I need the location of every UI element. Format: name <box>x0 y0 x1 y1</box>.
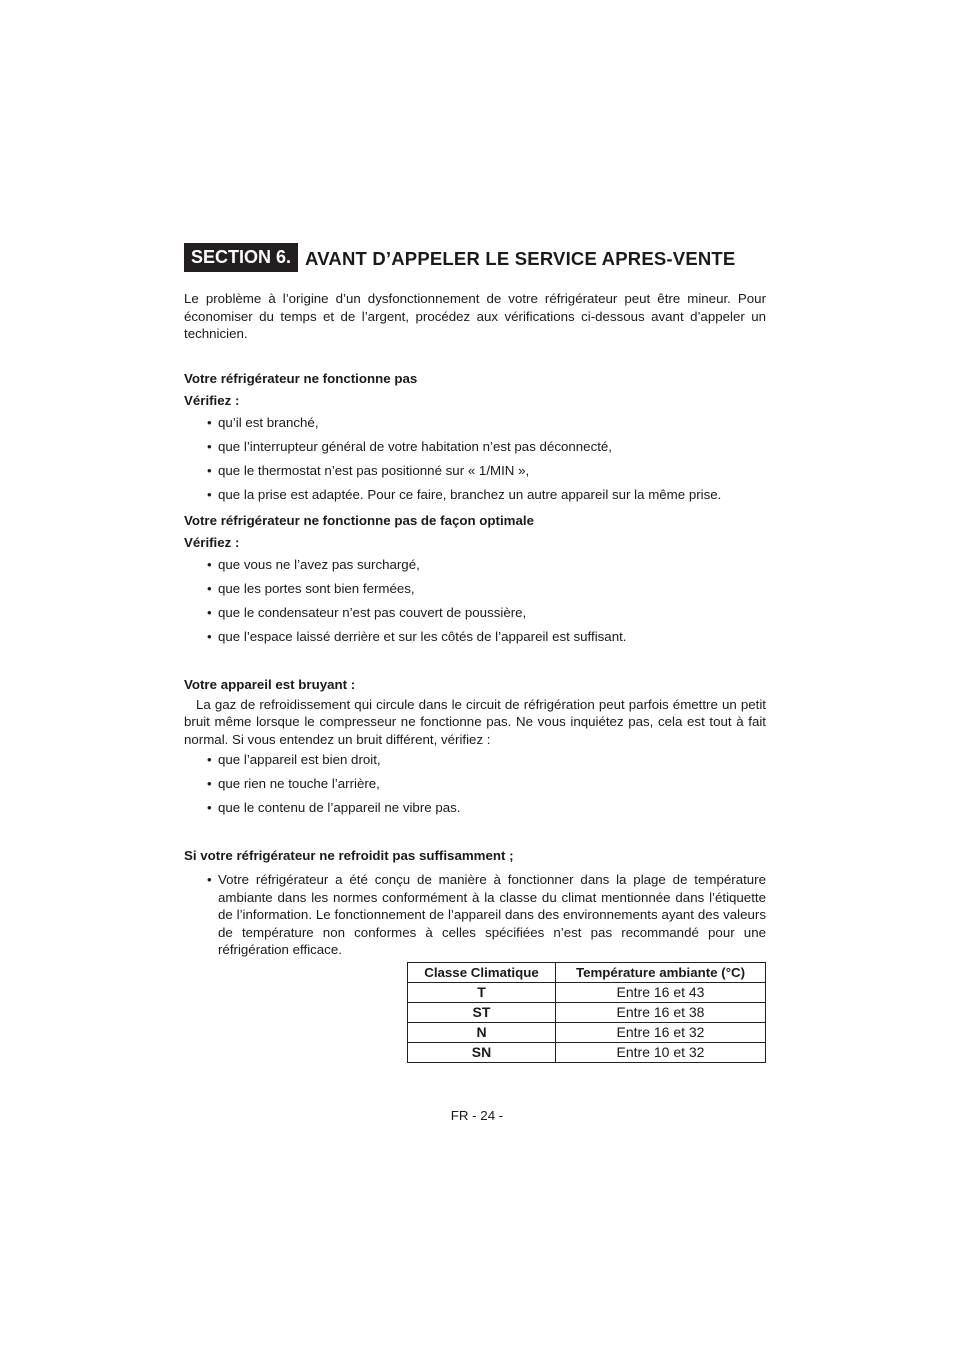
section-header <box>184 243 766 272</box>
table-cell-temp: Entre 16 et 38 <box>556 1003 766 1023</box>
block1-item: • qu’il est branché, <box>207 414 319 430</box>
block1-check: Vérifiez : <box>184 392 240 408</box>
table-header-row <box>408 963 766 983</box>
table-cell-class: ST <box>408 1003 556 1023</box>
section-title: AVANT D’APPELER LE SERVICE APRES-VENTE <box>305 247 736 269</box>
block3-item: • que le contenu de l’appareil ne vibre pas. <box>207 800 461 815</box>
block3-text: La gaz de refroidissement qui circule dans le circuit de réfrigération peut parfois émettre un petit bruit même lorsque le compresseur ne fonctionne pas. Ne vous inquiétez pas, cela est tout à fait normal. Si vous entendez un bruit différent, vérifiez : <box>184 696 766 747</box>
table-cell-temp: Entre 16 et 43 <box>556 983 766 1003</box>
climate-class-table <box>407 962 766 1063</box>
block3-item: • que rien ne touche l’arrière, <box>207 776 380 791</box>
block2-item: • que les portes sont bien fermées, <box>207 580 415 596</box>
table-header: Classe Climatique <box>408 963 556 983</box>
table-header: Température ambiante (°C) <box>556 963 766 983</box>
block2-item: • que l’espace laissé derrière et sur les côtés de l’appareil est suffisant. <box>207 628 627 644</box>
block1-item: • que le thermostat n’est pas positionné sur « 1/MIN », <box>207 462 530 478</box>
block4-heading: Si votre réfrigérateur ne refroidit pas suffisamment ; <box>184 848 514 863</box>
block2-check: Vérifiez : <box>184 534 240 550</box>
block1-item: • que la prise est adaptée. Pour ce faire, branchez un autre appareil sur la même prise. <box>207 486 722 502</box>
block1-heading: Votre réfrigérateur ne fonctionne pas <box>184 370 418 386</box>
table-row <box>408 1023 766 1043</box>
block3-heading: Votre appareil est bruyant : <box>184 676 356 692</box>
table-cell-temp: Entre 10 et 32 <box>556 1043 766 1063</box>
block2-item: • que le condensateur n’est pas couvert de poussière, <box>207 604 527 620</box>
table-cell-class: N <box>408 1023 556 1043</box>
table-cell-temp: Entre 16 et 32 <box>556 1023 766 1043</box>
table-row <box>408 1043 766 1063</box>
intro-paragraph: Le problème à l’origine d’un dysfonctionnement de votre réfrigérateur peut être mineur. Pour économiser du temps et de l’argent, procédez aux vérifications ci-dessous avant d’appeler un technicien. <box>184 291 766 341</box>
table-row <box>408 1003 766 1023</box>
page-content <box>184 243 766 959</box>
page-number: FR - 24 - <box>450 1108 504 1123</box>
block1-item: • que l’interrupteur général de votre habitation n’est pas déconnecté, <box>207 438 612 454</box>
block2-heading: Votre réfrigérateur ne fonctionne pas de façon optimale <box>184 512 534 528</box>
block3-item: • que l’appareil est bien droit, <box>207 752 381 767</box>
block2-item: • que vous ne l’avez pas surchargé, <box>207 556 420 572</box>
section-badge: SECTION 6. <box>184 243 298 272</box>
table-cell-class: SN <box>408 1043 556 1063</box>
block4-note: • Votre réfrigérateur a été conçu de manière à fonctionner dans la plage de température ambiante dans les normes conformément à la classe du climat mentionnée dans l’étiquette de l’information. Le fonctionnement de l’appareil dans des environnements ayant des valeurs de température non conformes à celles spécifiées n’est pas recommandé pour une réfrigération efficace. <box>207 872 766 957</box>
table-cell-class: T <box>408 983 556 1003</box>
table-row <box>408 983 766 1003</box>
